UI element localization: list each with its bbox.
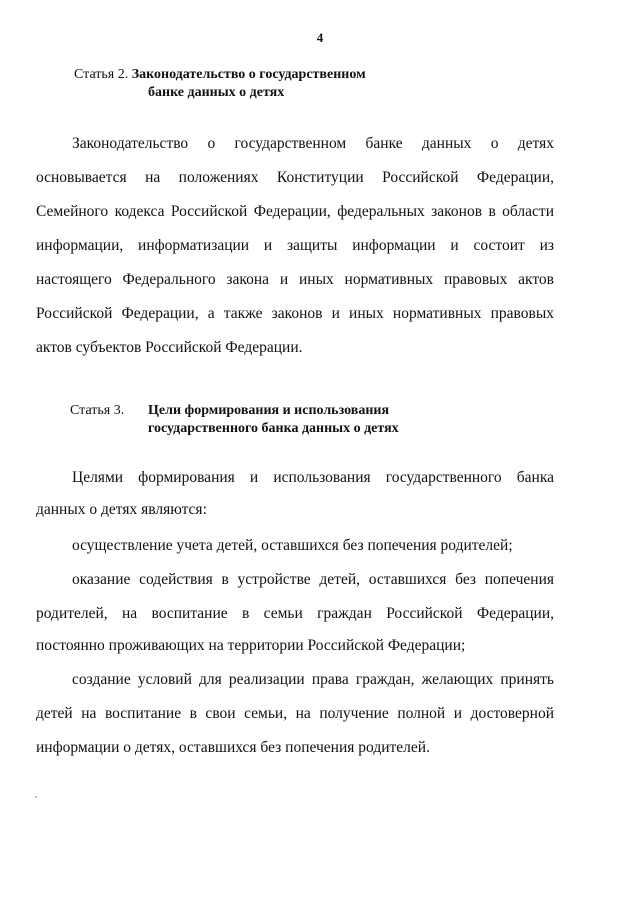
article-2-label: Статья 2. xyxy=(74,67,129,82)
article-3-line-9: информации о детях, оставшихся без попечения родителей. xyxy=(36,739,430,756)
article-3-line-2: данных о детях являются: xyxy=(36,501,207,518)
article-3-label: Статья 3. xyxy=(70,403,125,418)
article-3-title-line1: Цели формирования и использования xyxy=(148,403,390,418)
article-2-line-1: Законодательство о государственном банке данных о детях xyxy=(72,135,554,152)
article-2-line-6: Российской Федерации, а также законов и иных нормативных правовых xyxy=(36,305,554,322)
article-2-line-7: актов субъектов Российской Федерации. xyxy=(36,339,303,356)
article-2-heading xyxy=(74,66,366,84)
article-2-title-line1: Законодательство о государственном xyxy=(131,67,366,82)
article-2-line-4: информации, информатизации и защиты информации и состоит из xyxy=(36,237,554,254)
article-3-line-5: родителей, на воспитание в семьи граждан Российской Федерации, xyxy=(36,605,554,622)
article-3-heading xyxy=(70,402,389,420)
page-number: 4 xyxy=(316,30,324,45)
article-3-line-8: детей на воспитание в свои семьи, на получение полной и достоверной xyxy=(36,705,554,722)
article-3-line-3: осуществление учета детей, оставшихся без попечения родителей; xyxy=(72,537,513,554)
article-3-line-7: создание условий для реализации права граждан, желающих принять xyxy=(72,671,554,688)
scan-speck xyxy=(35,796,37,798)
article-3-line-1: Целями формирования и использования государственного банка xyxy=(72,469,554,486)
article-3-title-line2: государственного банка данных о детях xyxy=(148,421,399,436)
article-2-title-line2: банке данных о детях xyxy=(148,85,285,100)
article-3-line-4: оказание содействия в устройстве детей, оставшихся без попечения xyxy=(72,571,554,588)
article-3-line-6: постоянно проживающих на территории Российской Федерации; xyxy=(36,637,466,654)
article-2-line-5: настоящего Федерального закона и иных нормативных правовых актов xyxy=(36,271,554,288)
article-2-line-3: Семейного кодекса Российской Федерации, федеральных законов в области xyxy=(36,203,554,220)
article-2-line-2: основывается на положениях Конституции Российской Федерации, xyxy=(36,169,554,186)
